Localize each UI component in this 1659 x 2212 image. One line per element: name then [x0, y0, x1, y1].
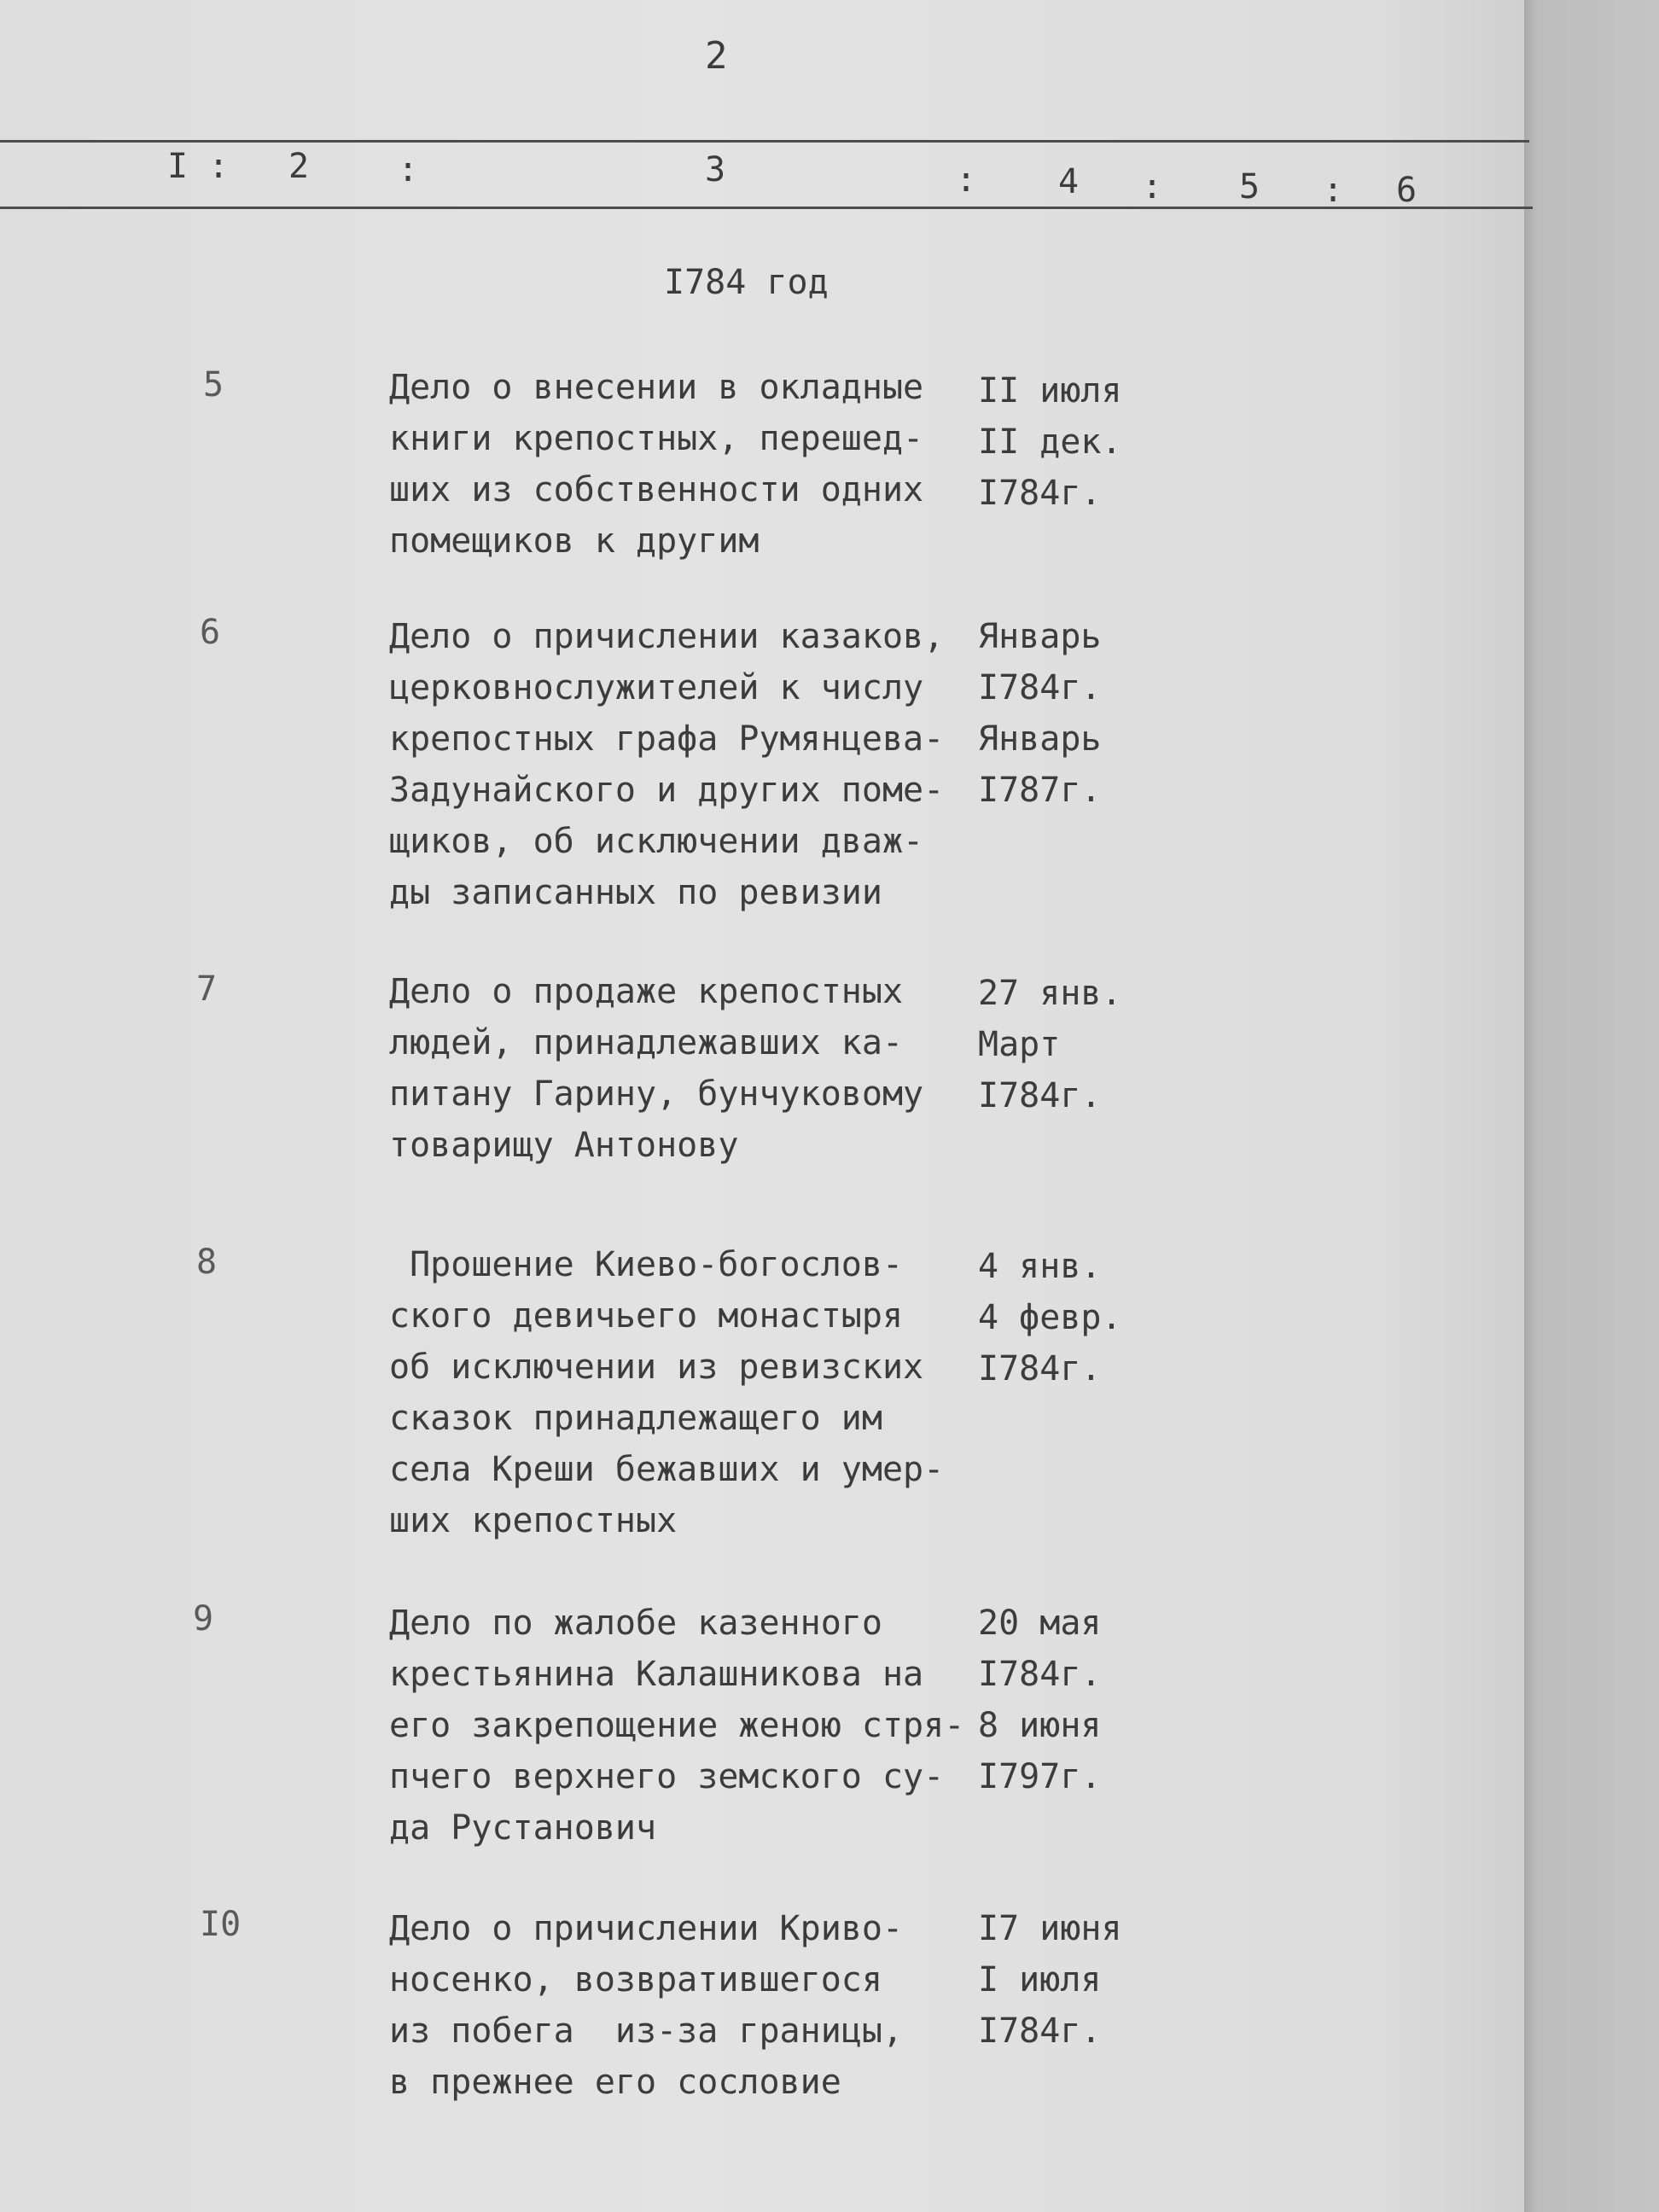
column-header-4: 4: [1058, 162, 1080, 201]
entry-description: Дело о причислении казаков, церковнослужителей к числу крепостных графа Румянцева- Задунайского и других поме- щиков, об исключении дваж- ды записанных по ревизии: [389, 617, 945, 912]
page-edge-shadow: [1524, 0, 1659, 2212]
header-top-rule: [0, 140, 1529, 143]
column-header-3: 3: [705, 150, 726, 189]
entry-description: Дело о продаже крепостных людей, принадлежавших ка- питану Гарину, бунчуковому товарищу Антонову: [389, 972, 924, 1165]
column-separator: :: [208, 147, 230, 186]
header-bottom-rule: [0, 207, 1533, 209]
column-separator: :: [398, 150, 419, 189]
entry-dates: 4 янв. 4 февр. I784г.: [978, 1247, 1122, 1388]
entry-dates: 27 янв. Март I784г.: [978, 974, 1122, 1115]
entry-description: Дело по жалобе казенного крестьянина Калашникова на его закрепощение женою стря- пчего верхнего земского су- да Рустанович: [389, 1604, 965, 1848]
entry-description: Дело о внесении в окладные книги крепостных, перешед- ших из собственности одних помещиков к другим: [389, 368, 924, 561]
entry-dates: II июля II дек. I784г.: [978, 371, 1122, 513]
column-separator: :: [956, 160, 977, 200]
entry-number: 8: [196, 1243, 218, 1282]
column-header-1: I: [167, 147, 189, 186]
page-number: 2: [705, 34, 728, 78]
entry-description: Прошение Киево-богослов- ского девичьего монастыря об исключении из ревизских сказок принадлежащего им села Креши бежавших и умер- ших крепостных: [389, 1245, 945, 1540]
entry-dates: 20 мая I784г. 8 июня I797г.: [978, 1604, 1102, 1796]
entry-description: Дело о причислении Криво- носенко, возвратившегося из побега из-за границы, в прежнее его сословие: [389, 1909, 904, 2102]
column-header-5: 5: [1239, 167, 1260, 207]
entry-number: 6: [200, 613, 221, 652]
column-separator: :: [1323, 171, 1344, 210]
year-heading: I784 год: [664, 263, 829, 302]
column-header-2: 2: [288, 147, 310, 186]
column-separator: :: [1142, 167, 1163, 207]
entry-number: I0: [200, 1905, 242, 1944]
entry-dates: Январь I784г. Январь I787г.: [978, 617, 1102, 810]
entry-number: 5: [203, 365, 224, 405]
entry-dates: I7 июня I июля I784г.: [978, 1909, 1122, 2051]
entry-number: 9: [193, 1599, 214, 1639]
column-header-6: 6: [1396, 171, 1417, 210]
entry-number: 7: [196, 969, 218, 1009]
